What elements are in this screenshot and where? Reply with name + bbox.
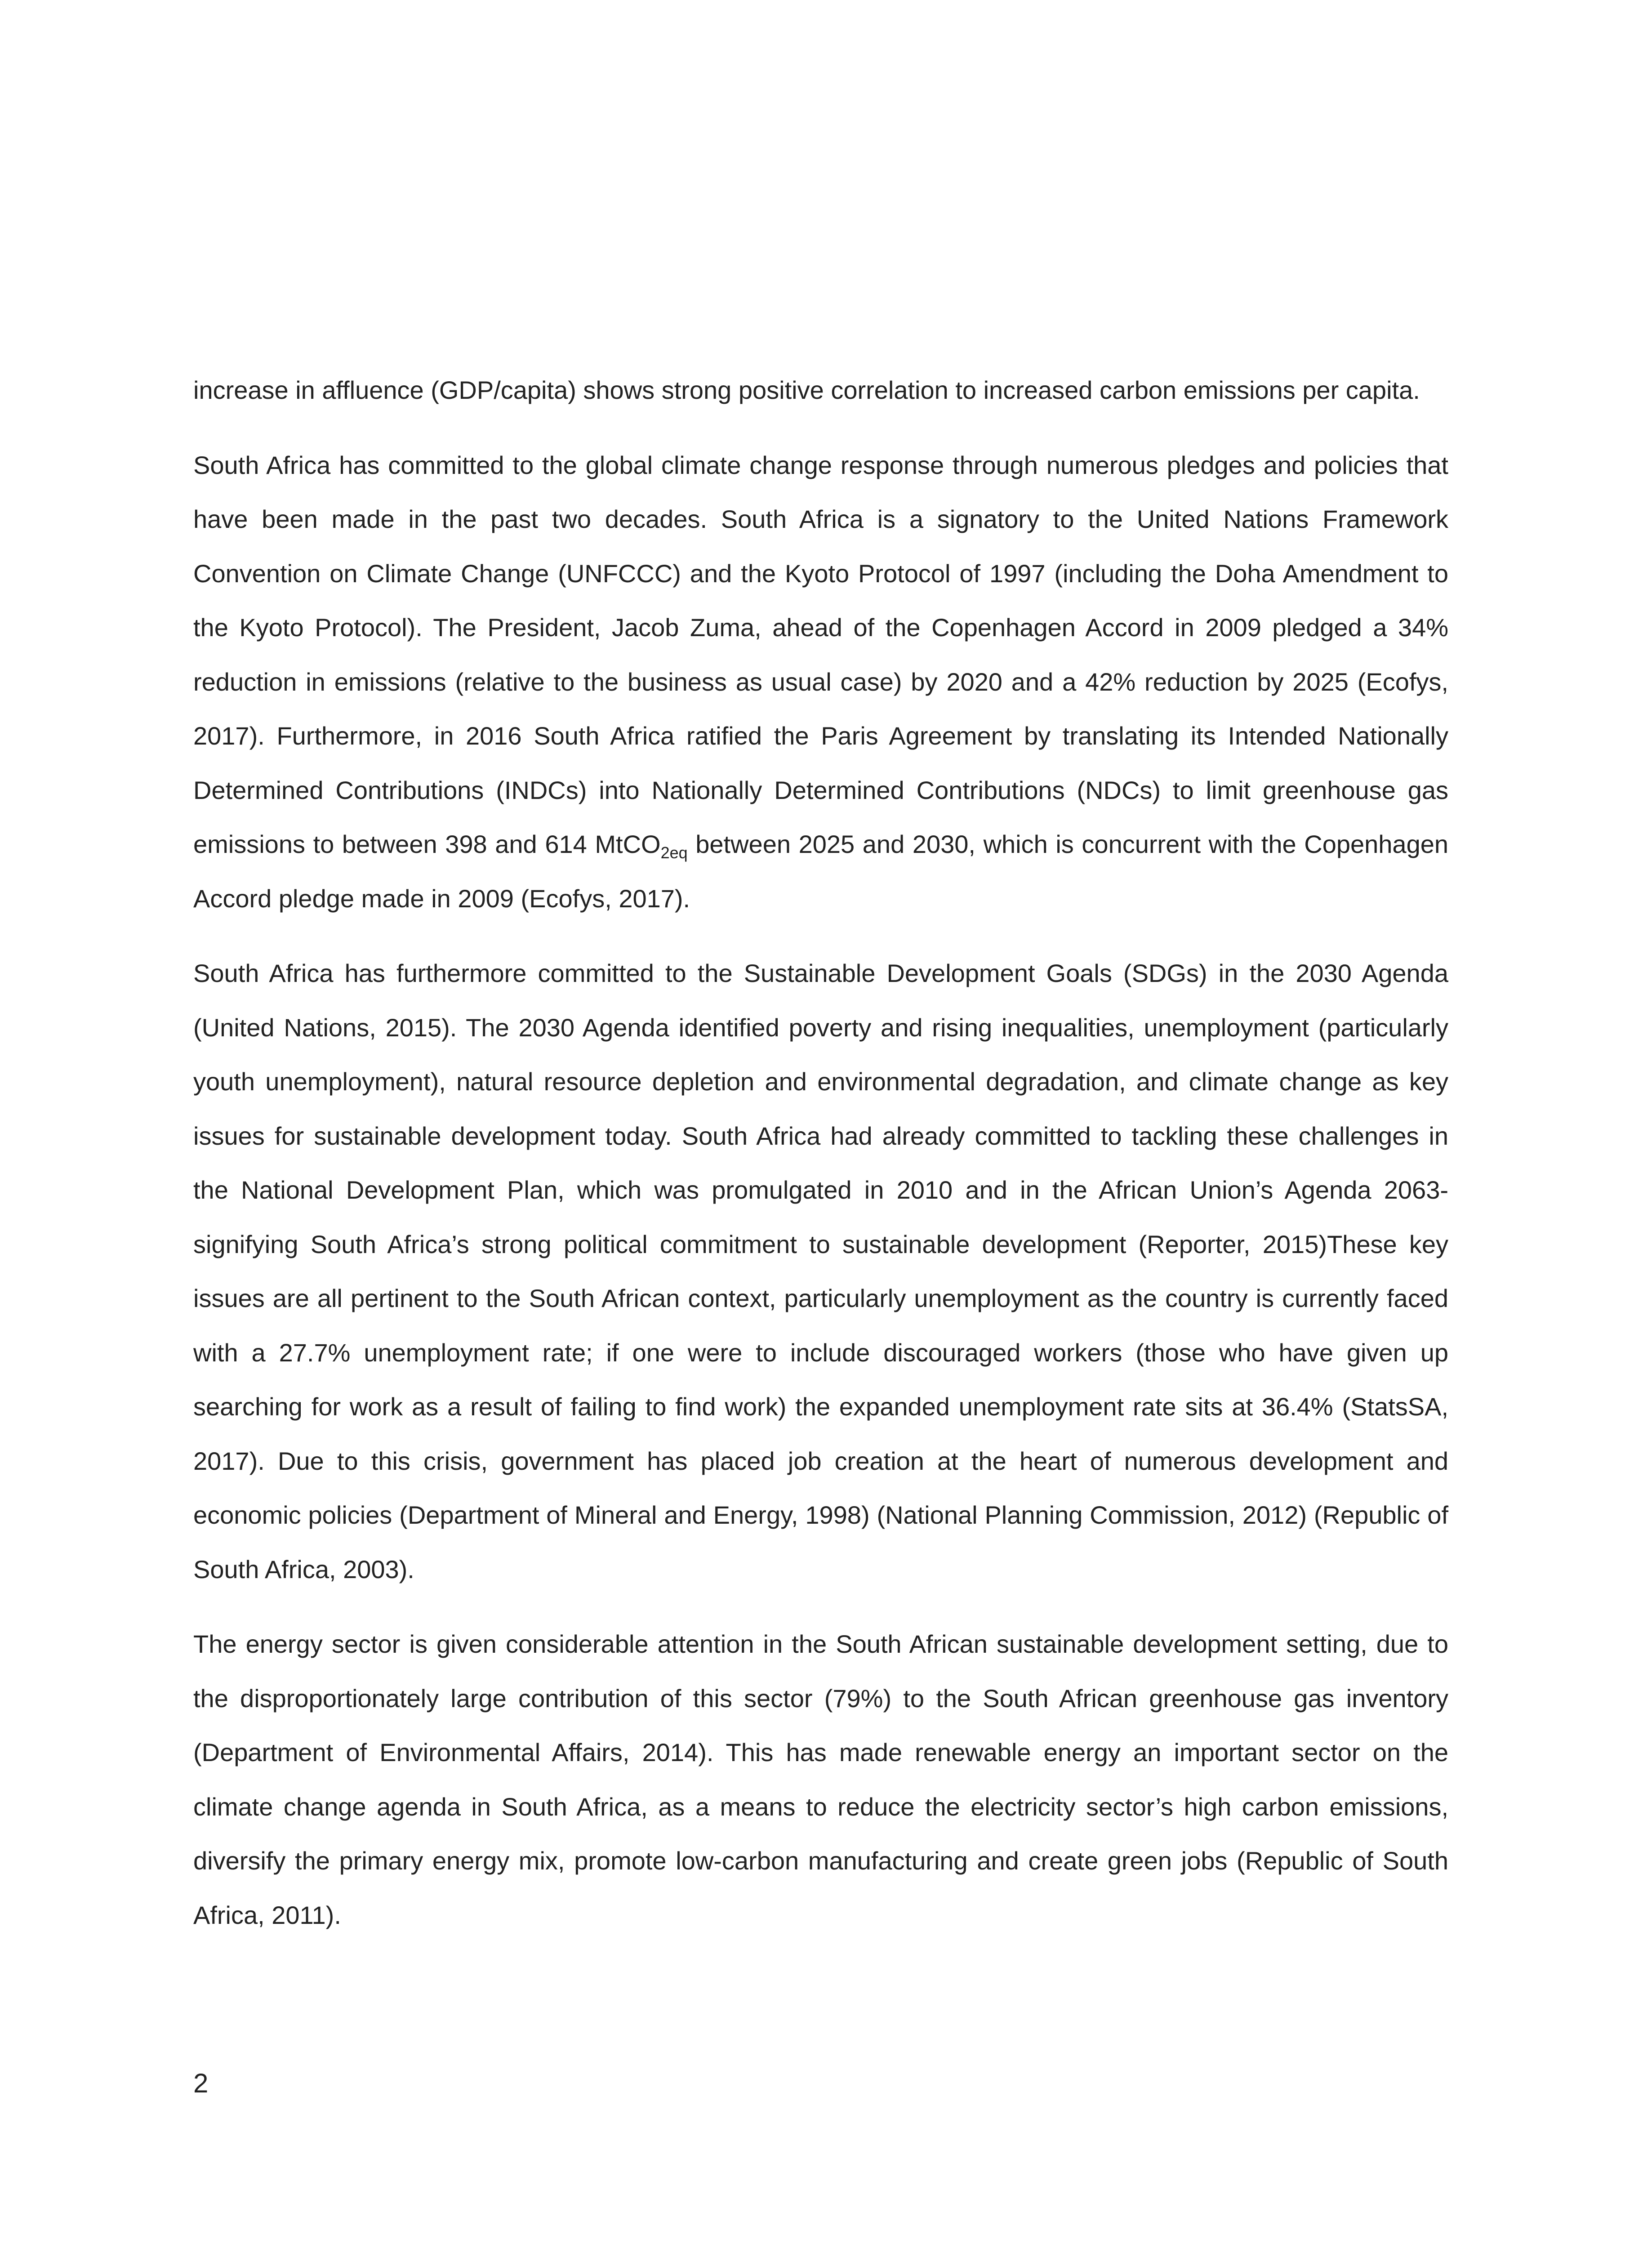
co2-subscript: 2eq bbox=[660, 843, 688, 862]
paragraph-2-text: South Africa has committed to the global climate change response through numerous pledges and policies that have been made in the past two decades. South Africa is a signatory to the United Nations Framework Convention on Climate Change (UNFCCC) and the Kyoto Protocol of 1997 (including the Doha Amendment to the Kyoto Protocol). The President, Jacob Zuma, ahead of the Copenhagen Accord in 2009 pledged a 34% reduction in emissions (relative to the business as usual case) by 2020 and a 42% reduction by 2025 (Ecofys, 2017). Furthermore, in 2016 South Africa ratified the Paris Agreement by translating its Intended Nationally Determined Contributions (INDCs) into Nationally Determined Contributions (NDCs) to limit greenhouse gas emissions to between 398 and 614 MtCO bbox=[193, 450, 1448, 858]
page-number: 2 bbox=[193, 2068, 209, 2098]
body-text bbox=[193, 363, 1448, 1942]
paragraph-2-tail: between 2025 and 2030, which is concurrent with the Copenhagen Accord pledge made in 2009 (Ecofys, 2017). bbox=[193, 830, 1449, 913]
paragraph-2 bbox=[193, 438, 1448, 926]
paragraph-4: The energy sector is given considerable attention in the South African sustainable development setting, due to the disproportionately large contribution of this sector (79%) to the South African greenhouse gas inventory (Department of Environmental Affairs, 2014). This has made renewable energy an important sector on the climate change agenda in South Africa, as a means to reduce the electricity sector’s high carbon emissions, diversify the primary energy mix, promote low-carbon manufacturing and create green jobs (Republic of South Africa, 2011). bbox=[193, 1630, 1448, 1929]
paragraph-3: South Africa has furthermore committed to the Sustainable Development Goals (SDGs) in the 2030 Agenda (United Nations, 2015). The 2030 Agenda identified poverty and rising inequalities, unemployment (particularly youth unemployment), natural resource depletion and environmental degradation, and climate change as key issues for sustainable development today. South Africa had already committed to tackling these challenges in the National Development Plan, which was promulgated in 2010 and in the African Union’s Agenda 2063- signifying South Africa’s strong political commitment to sustainable development (Reporter, 2015)These key issues are all pertinent to the South African context, particularly unemployment as the country is currently faced with a 27.7% unemployment rate; if one were to include discouraged workers (those who have given up searching for work as a result of failing to find work) the expanded unemployment rate sits at 36.4% (StatsSA, 2017). Due to this crisis, government has placed job creation at the heart of numerous development and economic policies (Department of Mineral and Energy, 1998) (National Planning Commission, 2012) (Republic of South Africa, 2003). bbox=[193, 959, 1448, 1583]
paragraph-1: increase in affluence (GDP/capita) shows strong positive correlation to increased carbon emissions per capita. bbox=[193, 376, 1420, 404]
